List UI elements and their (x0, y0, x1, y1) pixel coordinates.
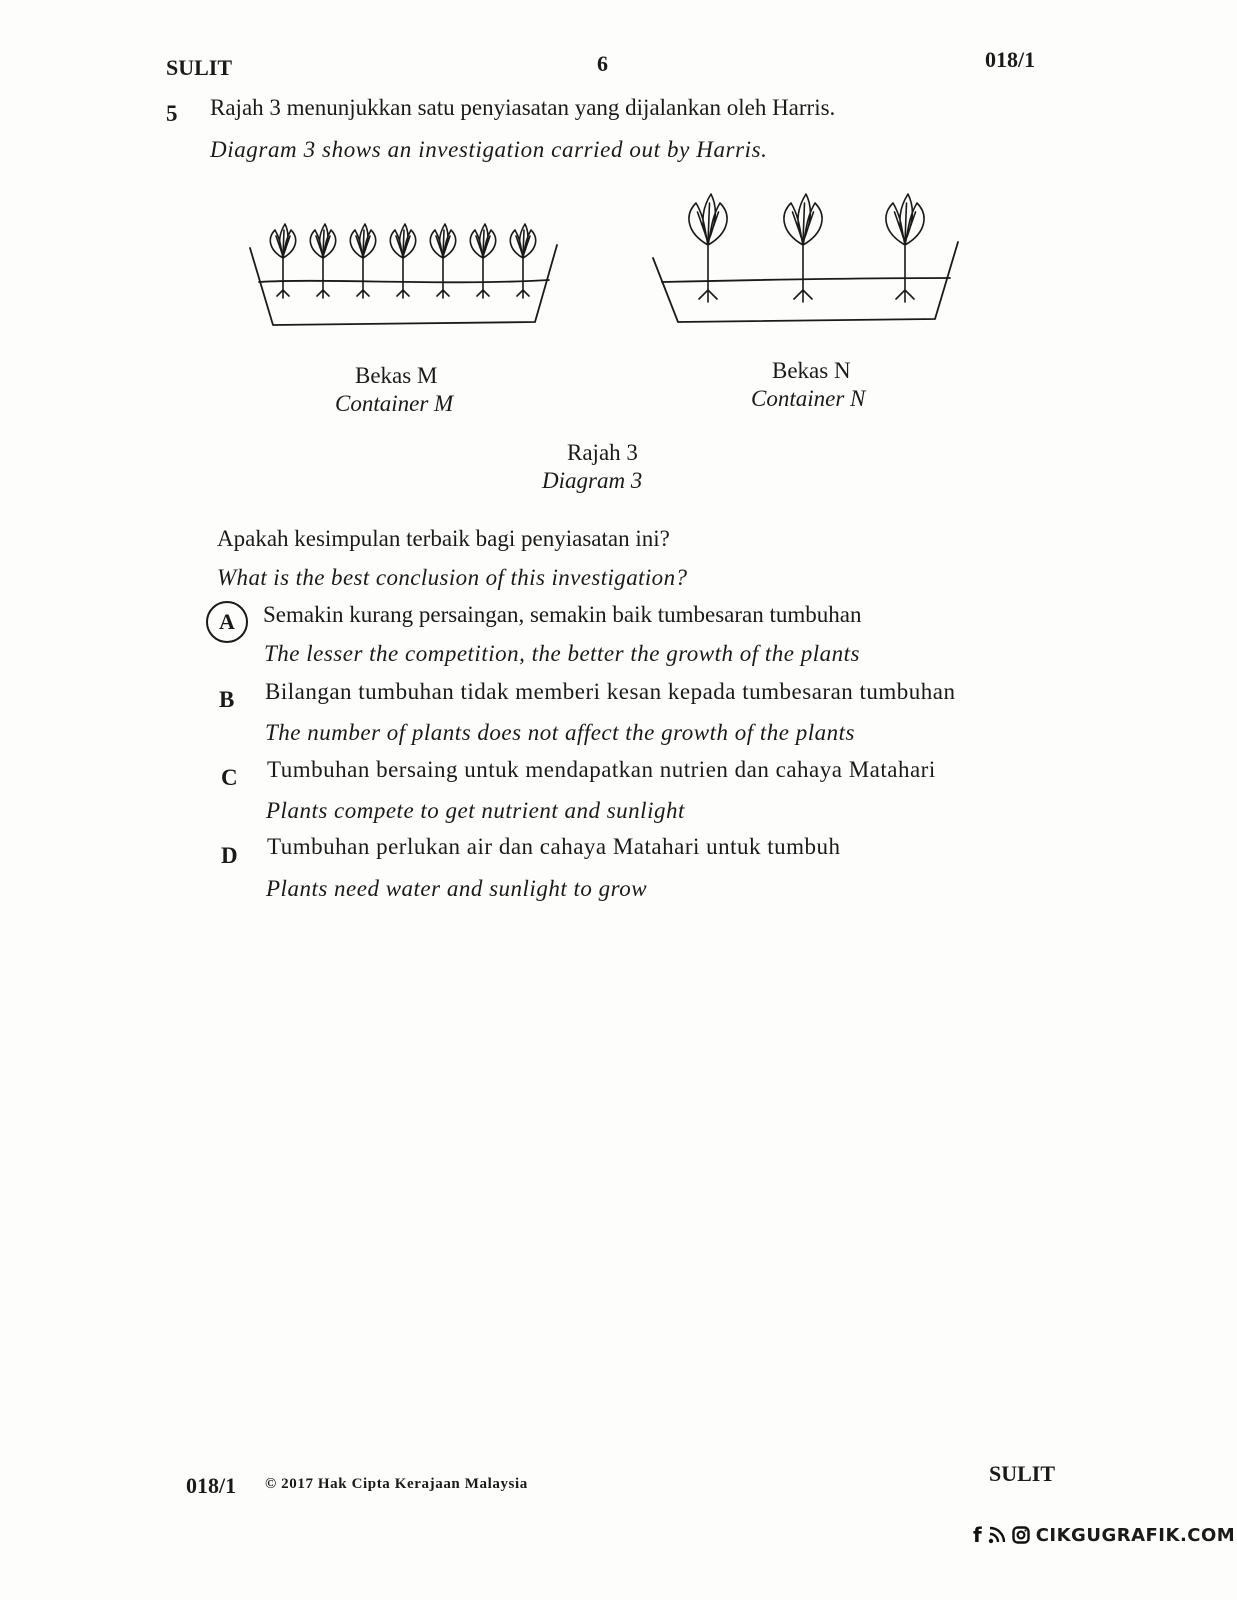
footer-copyright: © 2017 Hak Cipta Kerajaan Malaysia (265, 1476, 528, 1492)
option-d-text-ms[interactable]: Tumbuhan perlukan air dan cahaya Matahari untuk tumbuh (267, 834, 841, 859)
option-c-text-en: Plants compete to get nutrient and sunlight (266, 798, 685, 823)
question-number: 5 (166, 101, 178, 126)
container-n-drawing (650, 200, 970, 330)
seedling (430, 224, 455, 298)
option-d-letter[interactable]: D (221, 843, 238, 868)
seedling (390, 224, 415, 298)
container-n-label-en: Container N (751, 386, 866, 411)
container-m-label-en: Container M (335, 391, 454, 416)
container-m-label-ms: Bekas M (355, 363, 438, 388)
page-number: 6 (597, 51, 608, 76)
brand-mark (973, 1523, 1235, 1547)
option-d-text-en: Plants need water and sunlight to grow (266, 876, 648, 901)
facebook-icon: f (973, 1523, 982, 1547)
seedling (350, 224, 375, 298)
instagram-icon (1012, 1526, 1030, 1544)
option-c-letter[interactable]: C (221, 765, 238, 790)
option-a-letter-circled[interactable]: A (206, 601, 248, 643)
option-b-letter[interactable]: B (219, 687, 235, 712)
container-m-drawing (245, 210, 565, 360)
question-stem-en: Diagram 3 shows an investigation carried out by Harris. (210, 137, 768, 162)
rss-icon (988, 1526, 1006, 1544)
option-c-text-ms[interactable]: Tumbuhan bersaing untuk mendapatkan nutrien dan cahaya Matahari (267, 757, 936, 782)
option-b-text-en: The number of plants does not affect the growth of the plants (265, 720, 855, 745)
paper-code: 018/1 (985, 47, 1036, 72)
seedling (270, 224, 295, 298)
header-sulit: SULIT (166, 55, 233, 80)
seedling (784, 194, 822, 302)
seedling (689, 194, 727, 302)
seedling (510, 224, 535, 298)
seedling (310, 224, 335, 298)
option-a-text-ms[interactable]: Semakin kurang persaingan, semakin baik tumbesaran tumbuhan (263, 602, 862, 627)
prompt-ms: Apakah kesimpulan terbaik bagi penyiasatan ini? (217, 526, 670, 551)
option-b-text-ms[interactable]: Bilangan tumbuhan tidak memberi kesan kepada tumbesaran tumbuhan (265, 679, 956, 704)
diagram-caption-en: Diagram 3 (542, 468, 643, 493)
seedling (886, 194, 924, 302)
seedling (470, 224, 495, 298)
footer-paper-code: 018/1 (186, 1473, 237, 1498)
container-n-label-ms: Bekas N (772, 358, 851, 383)
prompt-en: What is the best conclusion of this investigation? (217, 565, 688, 590)
footer-sulit: SULIT (989, 1461, 1056, 1486)
diagram-caption-ms: Rajah 3 (567, 440, 638, 465)
option-a-text-en: The lesser the competition, the better the growth of the plants (264, 641, 860, 666)
question-stem-ms: Rajah 3 menunjukkan satu penyiasatan yang dijalankan oleh Harris. (210, 95, 836, 120)
brand-text: CIKGUGRAFIK.COM (1035, 1524, 1236, 1546)
